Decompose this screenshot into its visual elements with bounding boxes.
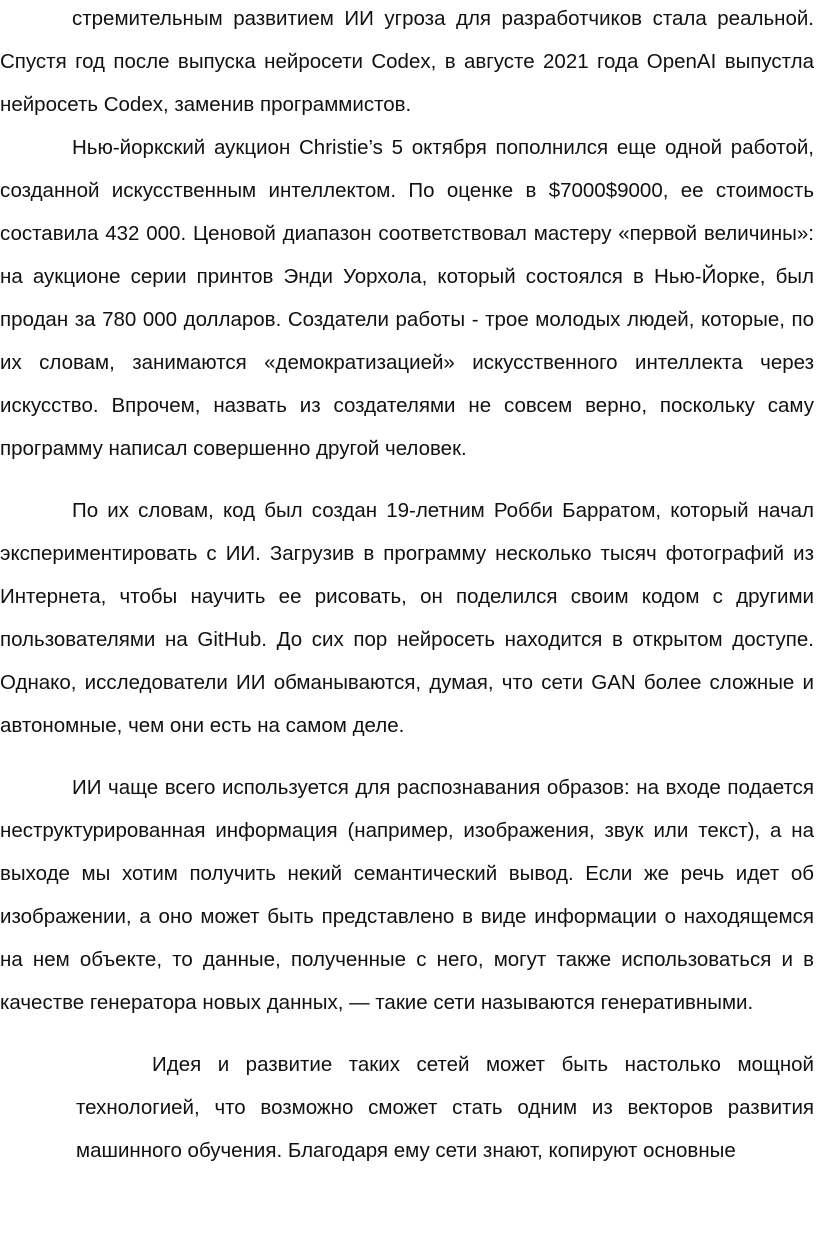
paragraph-pattern-recognition: ИИ чаще всего используется для распознавания образов: на входе подается неструктурированная информация (например, изображения, звук или текст), а на выходе мы хотим получить некий семантический вывод. Если же речь идет об изображении, а оно может быть представлено в виде информации о находящемся на нем объекте, то данные, полученные с него, могут также использоваться и в качестве генератора новых данных, — такие сети называются генеративными. (0, 776, 814, 1014)
paragraph-generative-networks: Идея и развитие таких сетей может быть настолько мощной технологией, что возможно сможет стать одним из векторов развития машинного обучения. Благодаря ему сети знают, копируют основные (76, 1053, 814, 1162)
paragraph-codex: стремительным развитием ИИ угроза для разработчиков стала реальной. Спустя год после выпуска нейросети Codex, в августе 2021 года OpenAI выпустла нейросеть Codex, заменив программистов. (0, 7, 814, 116)
paragraph-robbie-barrat: По их словам, код был создан 19-летним Робби Барратом, который начал экспериментировать с ИИ. Загрузив в программу несколько тысяч фотографий из Интернета, чтобы научить ее рисовать, он поделился своим кодом с другими пользователями на GitHub. До сих пор нейросеть находится в открытом доступе. Однако, исследователи ИИ обманываются, думая, что сети GAN более сложные и автономные, чем они есть на самом деле. (0, 499, 814, 737)
paragraph-christies-auction: Нью-йоркский аукцион Christie’s 5 октября пополнился еще одной работой, созданной искусственным интеллектом. По оценке в $7000$9000, ее стоимость составила 432 000. Ценовой диапазон соответствовал мастеру «первой величины»: на аукционе серии принтов Энди Уорхола, который состоялся в Нью-Йорке, был продан за 780 000 долларов. Создатели работы - трое молодых людей, которые, по их словам, занимаются «демократизацией» искусственного интеллекта через искусство. Впрочем, назвать из создателями не совсем верно, поскольку саму программу написал совершенно другой человек. (0, 136, 814, 460)
